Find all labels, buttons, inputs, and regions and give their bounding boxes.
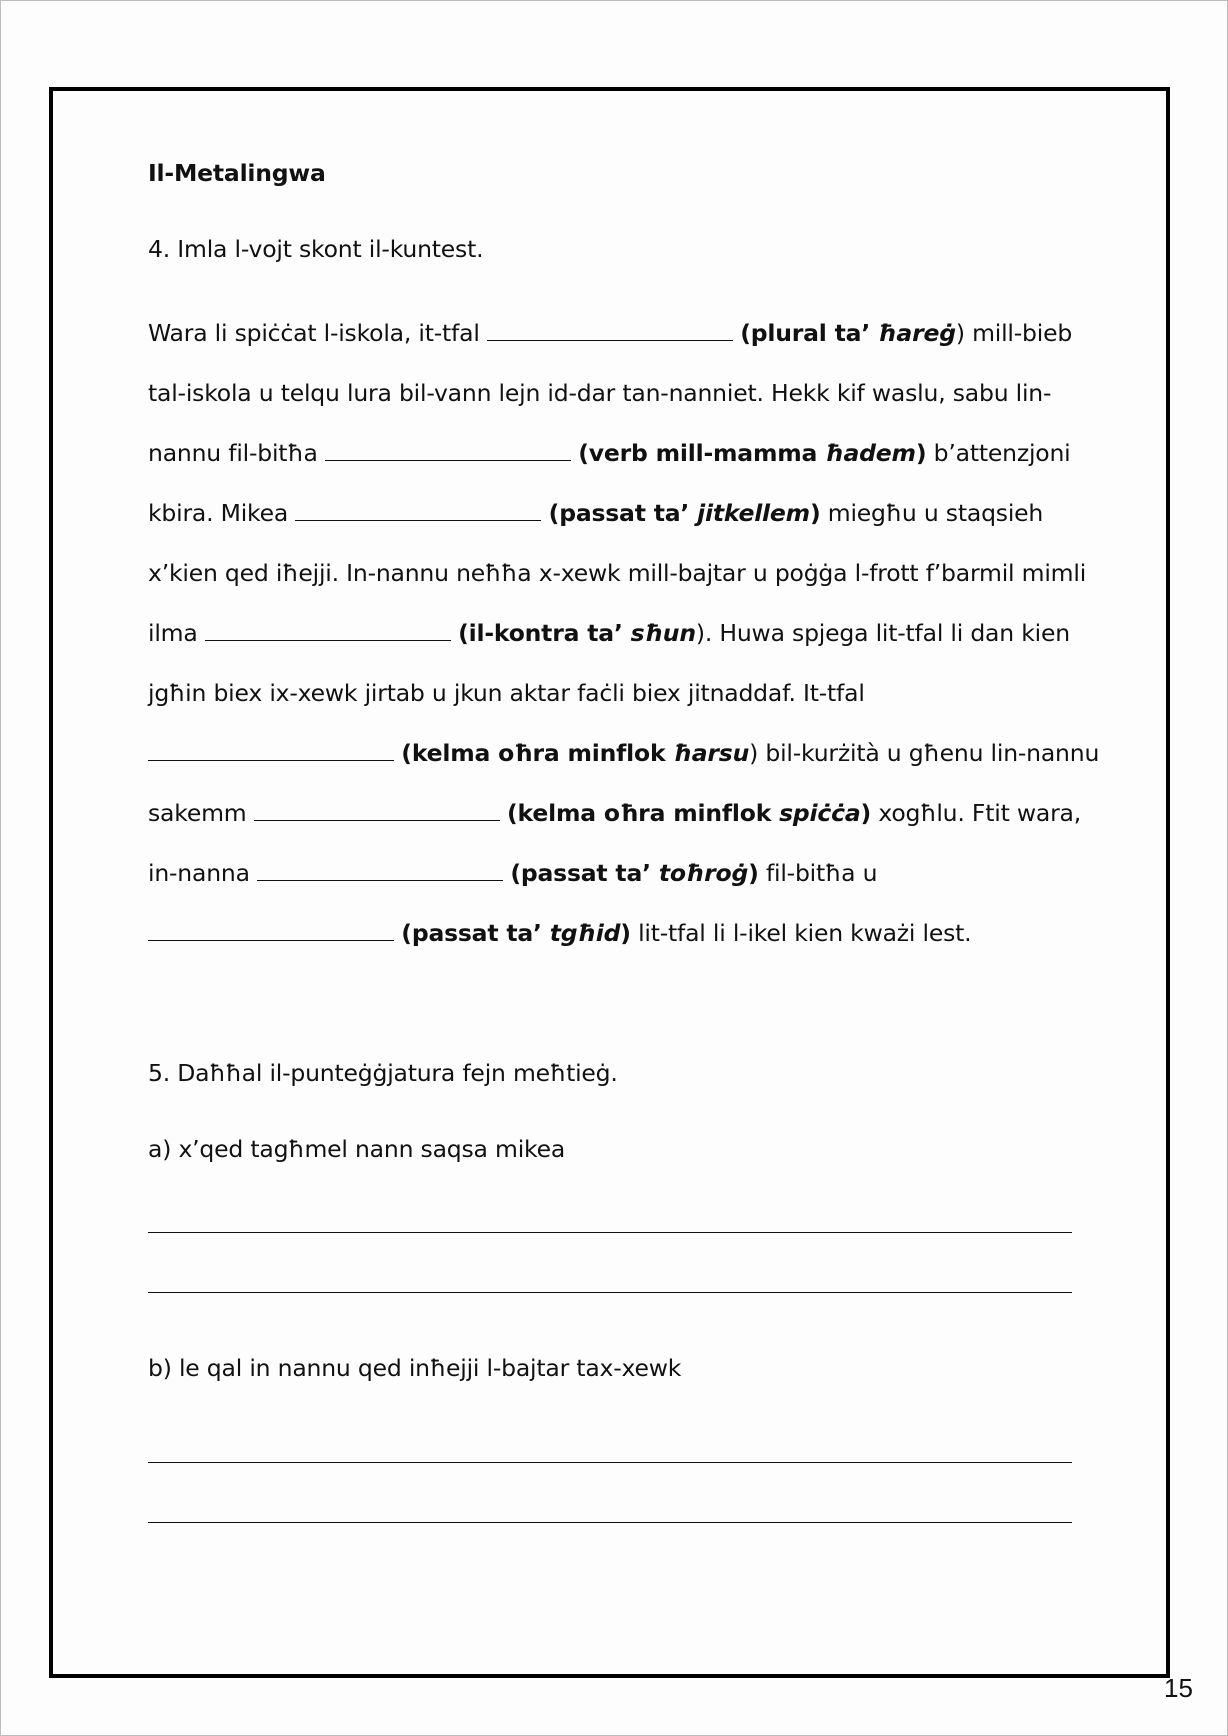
passage-line	[148, 903, 1072, 963]
passage-text: sakemm	[148, 799, 254, 827]
passage-text: xogħlu. Ftit wara,	[871, 799, 1082, 827]
passage-text: jgħin biex ix-xewk jirtab u jkun aktar faċli biex jitnaddaf. It-tfal	[148, 679, 865, 707]
passage-text: ) bil-kurżità u għenu lin-nannu	[749, 739, 1100, 767]
passage-text: miegħu u staqsieh	[820, 499, 1044, 527]
passage-text: lit-tfal li l-ikel kien kważi lest.	[630, 919, 972, 947]
section-heading: Il-Metalingwa	[148, 159, 326, 187]
question-5b-prompt: b) le qal in nannu qed inħejji l-bajtar tax-xewk	[148, 1354, 682, 1382]
blank-3[interactable]	[295, 502, 541, 521]
passage-line	[148, 483, 1072, 543]
answer-line-a2[interactable]	[148, 1292, 1072, 1293]
blank-6[interactable]	[254, 802, 500, 821]
hint-2: (verb mill-mamma ħadem)	[578, 439, 927, 467]
passage-line	[148, 303, 1072, 363]
passage-text: in-nanna	[148, 859, 258, 887]
blank-8[interactable]	[148, 922, 394, 941]
passage-text: tal-iskola u telqu lura bil-vann lejn id-dar tan-nanniet. Hekk kif waslu, sabu lin-	[148, 379, 1052, 407]
passage-line	[148, 723, 1100, 783]
passage-line	[148, 363, 1072, 423]
passage-text: kbira. Mikea	[148, 499, 296, 527]
passage-line	[148, 543, 1087, 603]
passage-line	[148, 663, 1072, 723]
passage-line	[148, 423, 1072, 483]
question-4-title: 4. Imla l-vojt skont il-kuntest.	[148, 235, 484, 263]
passage-line	[148, 843, 1072, 903]
passage-text: fil-bitħa u	[758, 859, 878, 887]
question-5-title: 5. Daħħal il-punteġġjatura fejn meħtieġ.	[148, 1059, 618, 1087]
passage-line	[148, 603, 1072, 663]
blank-2[interactable]	[325, 442, 571, 461]
blank-1[interactable]	[487, 322, 733, 341]
hint-4: (il-kontra ta’ sħun	[458, 619, 696, 647]
blank-4[interactable]	[205, 622, 451, 641]
passage-text: ilma	[148, 619, 205, 647]
hint-1: (plural ta’ ħareġ	[740, 319, 956, 347]
passage-text: ). Huwa spjega lit-tfal li dan kien	[695, 619, 1070, 647]
passage-text: b’attenzjoni	[926, 439, 1071, 467]
blank-5[interactable]	[148, 742, 394, 761]
passage-text: x’kien qed iħejji. In-nannu neħħa x-xewk mill-bajtar u poġġa l-frott f’barmil mimli	[148, 559, 1087, 587]
cloze-passage	[148, 303, 1100, 963]
blank-7[interactable]	[257, 862, 503, 881]
page-number: 15	[1164, 1673, 1193, 1703]
passage-text: nannu fil-bitħa	[148, 439, 325, 467]
passage-text: Wara li spiċċat l-iskola, it-tfal	[148, 319, 487, 347]
hint-5: (kelma oħra minflok ħarsu	[401, 739, 750, 767]
hint-8: (passat ta’ tgħid)	[401, 919, 631, 947]
answer-line-a1[interactable]	[148, 1232, 1072, 1233]
answer-line-b2[interactable]	[148, 1522, 1072, 1523]
hint-7: (passat ta’ toħroġ)	[510, 859, 759, 887]
worksheet-content	[148, 157, 1100, 1523]
hint-3: (passat ta’ jitkellem)	[548, 499, 821, 527]
question-5a-prompt: a) x’qed tagħmel nann saqsa mikea	[148, 1135, 566, 1163]
answer-line-b1[interactable]	[148, 1462, 1072, 1463]
passage-line	[148, 783, 1082, 843]
hint-6: (kelma oħra minflok spiċċa)	[507, 799, 872, 827]
passage-text: ) mill-bieb	[955, 319, 1073, 347]
